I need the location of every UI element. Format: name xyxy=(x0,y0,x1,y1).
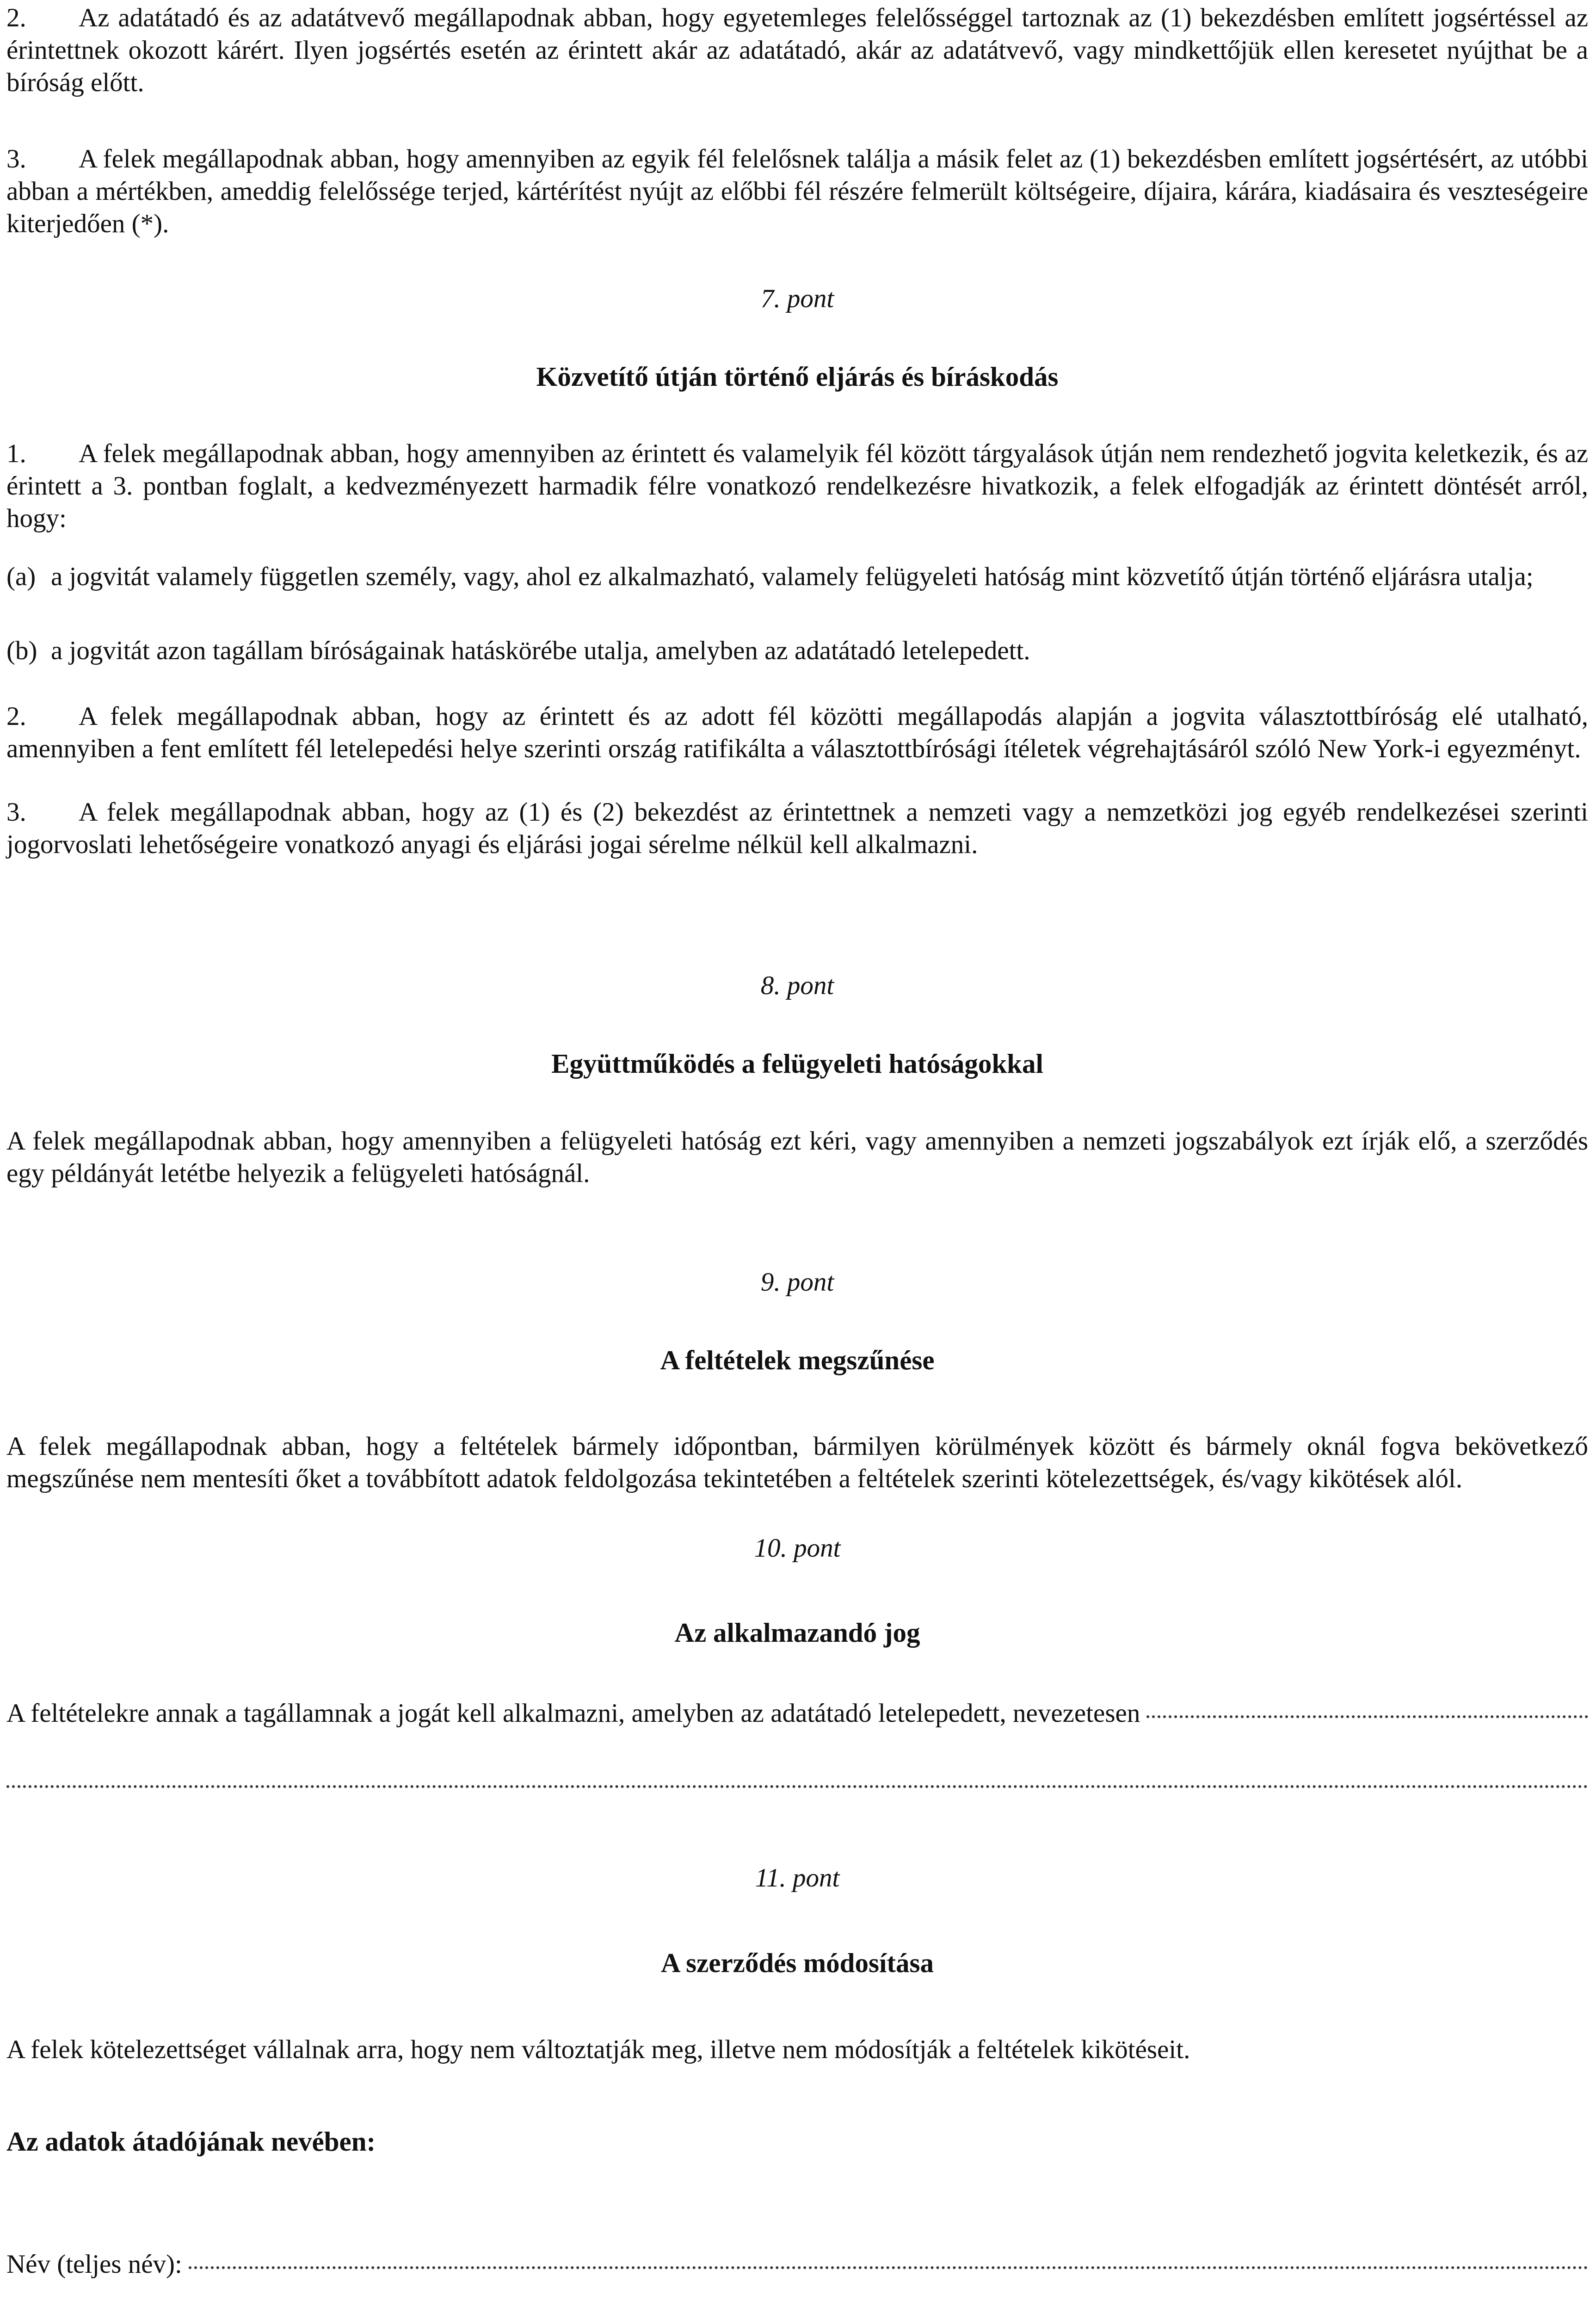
name-label: Név (teljes név): xyxy=(6,2250,182,2279)
paragraph-2 xyxy=(6,2,1588,99)
paragraph-text: Az adatátadó és az adatátvevő megállapodnak abban, hogy egyetemleges felelősséggel tartoznak az (1) bekezdésben említett jogsértéssel az érintettnek okozott kárért. Ilyen jogsértés esetén az érintett akár az adatátadó, akár az adatátvevő, vagy mindkettőjük ellen keresetet nyújthat be a bíróság előtt. xyxy=(6,3,1588,97)
section-10-title: Az alkalmazandó jog xyxy=(674,1617,920,1648)
section-9-number: 9. pont xyxy=(760,1268,834,1297)
section-7-number: 7. pont xyxy=(760,284,834,313)
section-8-number: 8. pont xyxy=(760,971,834,1000)
section-11-title: A szerződés módosítása xyxy=(661,1948,934,1978)
fill-in-line xyxy=(6,1785,1588,1788)
paragraph-number: 1. xyxy=(6,439,26,468)
section-7-point-a xyxy=(6,561,1588,593)
point-text: a jogvitát valamely független személy, vagy, ahol ez alkalmazható, valamely felügyeleti hatóság mint közvetítő útján történő eljárásra utalja; xyxy=(51,562,1534,591)
applicable-law-field xyxy=(6,1697,1588,1730)
section-7-paragraph-2 xyxy=(6,700,1588,765)
point-label: (b) xyxy=(6,636,37,665)
paragraph-text: A felek megállapodnak abban, hogy amennyiben az érintett és valamelyik fél között tárgyalások útján nem rendezhető jogvita keletkezik, és az érintett a 3. pontban foglalt, a kedvezményezett harmadik félre vonatkozó rendelkezésre hivatkozik, a felek elfogadják az érintett döntését arról, hogy: xyxy=(6,439,1588,533)
section-8-text: A felek megállapodnak abban, hogy amennyiben a felügyeleti hatóság ezt kéri, vagy amennyiben a nemzeti jogszabályok ezt írják elő, a szerződés egy példányát letétbe helyezik a felügyeleti hatóságnál. xyxy=(6,1126,1588,1188)
section-9-title: A feltételek megszűnése xyxy=(660,1345,935,1375)
paragraph-number: 2. xyxy=(6,702,26,731)
fill-in-line xyxy=(189,2266,1588,2269)
point-label: (a) xyxy=(6,562,36,591)
paragraph-number: 3. xyxy=(6,798,26,827)
document-content xyxy=(6,0,1588,2313)
section-8-title: Együttműködés a felügyeleti hatóságokkal xyxy=(551,1048,1043,1079)
section-11-text: A felek kötelezettséget vállalnak arra, hogy nem változtatják meg, illetve nem módosítják a feltételek kikötéseit. xyxy=(6,2035,1190,2064)
paragraph-number: 3. xyxy=(6,144,26,173)
applicable-law-text: A feltételekre annak a tagállamnak a jogát kell alkalmazni, amelyben az adatátadó letelepedett, nevezetesen xyxy=(6,1699,1140,1728)
signature-heading: Az adatok átadójának nevében: xyxy=(6,2126,376,2157)
name-field xyxy=(6,2248,1588,2281)
section-11-number: 11. pont xyxy=(755,1863,840,1892)
paragraph-text: A felek megállapodnak abban, hogy az (1) és (2) bekezdést az érintettnek a nemzeti vagy a nemzetközi jog egyéb rendelkezései szerinti jogorvoslati lehetőségeire vonatkozó anyagi és eljárási jogai sérelme nélkül kell alkalmazni. xyxy=(6,798,1588,859)
paragraph-number: 2. xyxy=(6,3,26,32)
section-7-paragraph-1 xyxy=(6,438,1588,535)
fill-in-line xyxy=(1146,1715,1588,1718)
section-7-title: Közvetítő útján történő eljárás és bíráskodás xyxy=(536,361,1059,392)
point-text: a jogvitát azon tagállam bíróságainak hatáskörébe utalja, amelyben az adatátadó letelepedett. xyxy=(51,636,1030,665)
paragraph-text: A felek megállapodnak abban, hogy az érintett és az adott fél közötti megállapodás alapján a jogvita választottbíróság elé utalható, amennyiben a fent említett fél letelepedési helye szerinti ország ratifikálta a választottbírósági ítéletek végrehajtásáról szóló New York-i egyezményt. xyxy=(6,702,1588,763)
section-7-point-b xyxy=(6,635,1588,667)
paragraph-3 xyxy=(6,143,1588,240)
section-9-text: A felek megállapodnak abban, hogy a feltételek bármely időpontban, bármilyen körülmények között és bármely oknál fogva bekövetkező megszűnése nem mentesíti őket a továbbított adatok feldolgozása tekintetében a feltételek szerinti kötelezettségek, és/vagy kikötések alól. xyxy=(6,1432,1588,1493)
section-7-paragraph-3 xyxy=(6,796,1588,861)
section-10-number: 10. pont xyxy=(754,1534,841,1563)
paragraph-text: A felek megállapodnak abban, hogy amennyiben az egyik fél felelősnek találja a másik felet az (1) bekezdésben említett jogsértésért, az utóbbi abban a mértékben, ameddig felelőssége terjed, kártérítést nyújt az előbbi fél részére felmerült költségeire, díjaira, kárára, kiadásaira és veszteségeire kiterjedően (*). xyxy=(6,144,1588,238)
